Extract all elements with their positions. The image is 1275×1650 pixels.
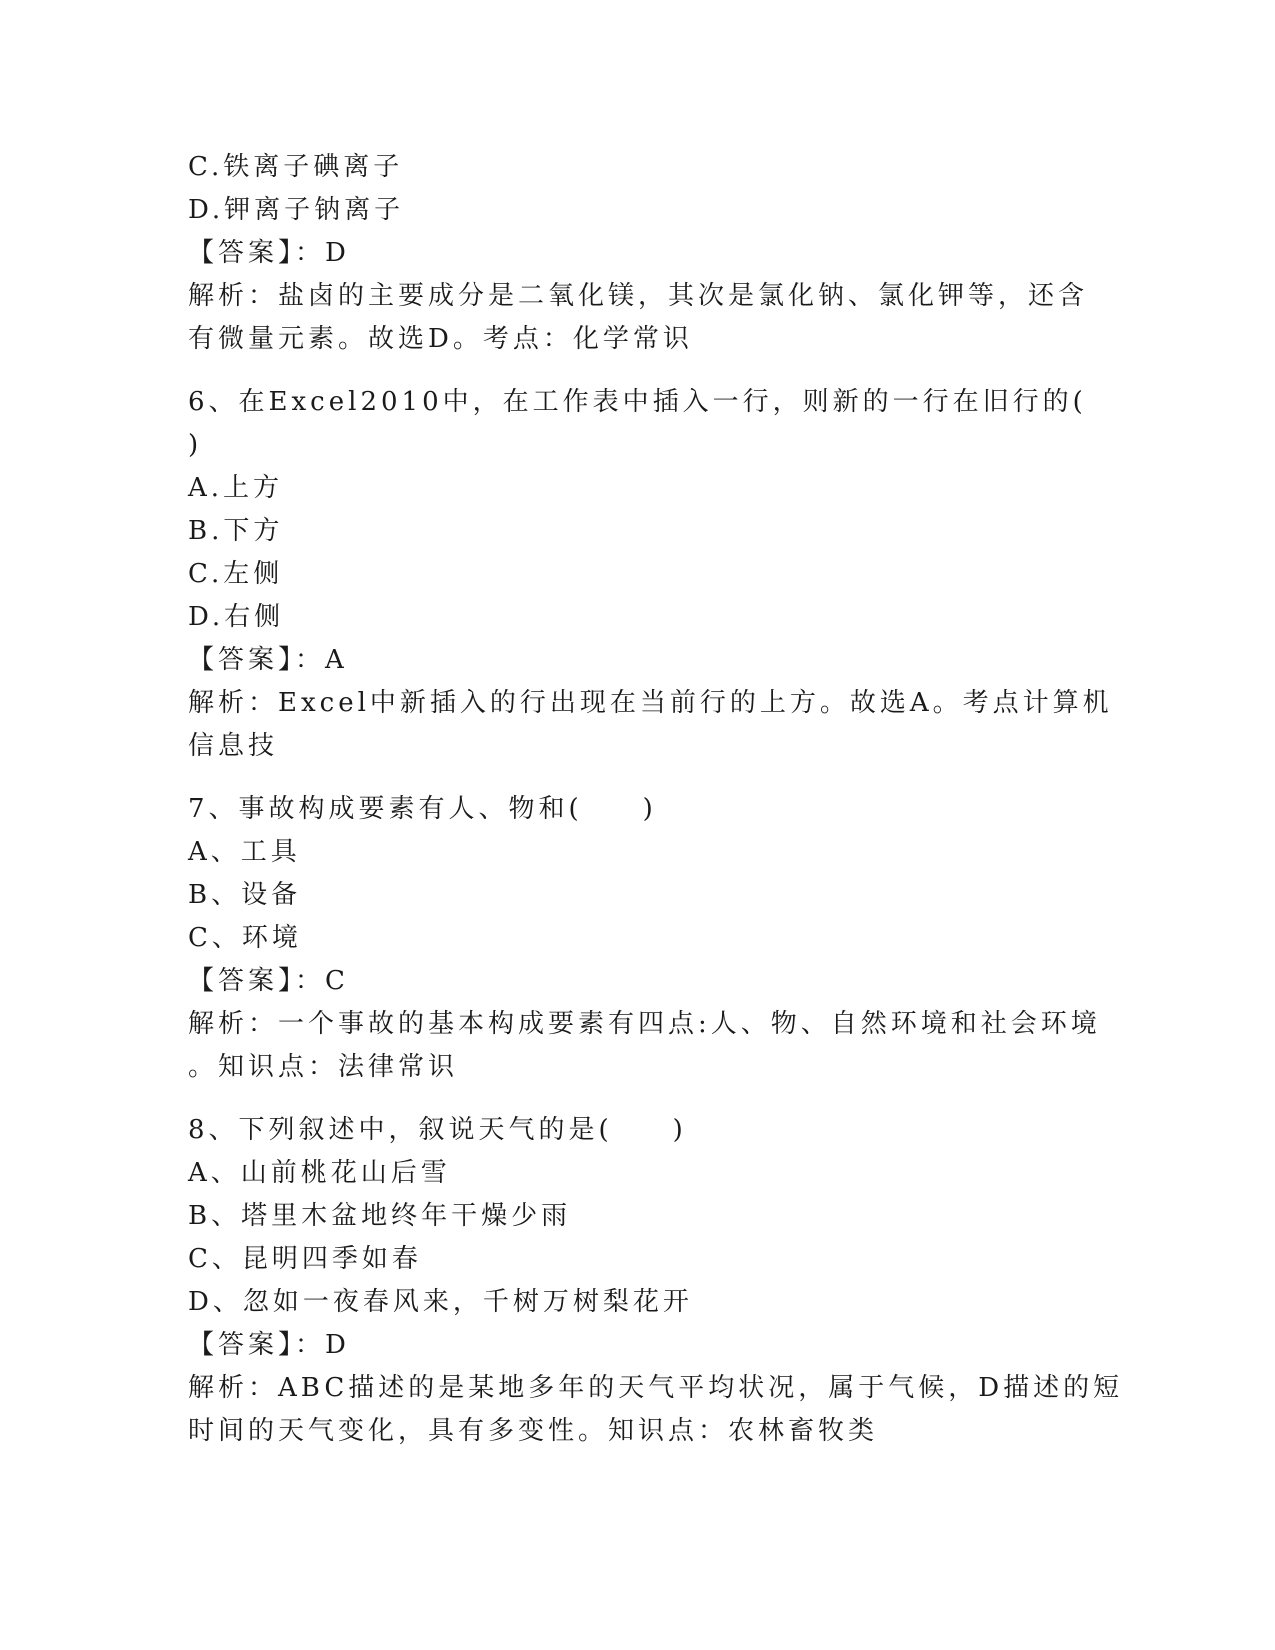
option-b: B、设备 [188,880,302,910]
option-d: D.钾离子钠离子 [188,195,405,225]
question-text-line-1: 6、在Excel2010中，在工作表中插入一行，则新的一行在旧行的( [188,387,1087,417]
option-b: B.下方 [188,516,284,546]
question-7 [188,788,1101,1089]
answer: 【答案】：C [188,966,349,996]
option-b: B、塔里木盆地终年干燥少雨 [188,1201,572,1231]
option-d: D、忽如一夜春风来，千树万树梨花开 [188,1287,693,1317]
answer: 【答案】：D [188,238,350,268]
question-6 [188,381,1113,768]
question-text-line-2: ) [188,430,203,460]
analysis-line-1: 解析：Excel中新插入的行出现在当前行的上方。故选A。考点计算机 [188,688,1113,718]
question-8 [188,1109,1124,1453]
analysis-line-2: 时间的天气变化，具有多变性。知识点：农林畜牧类 [188,1416,879,1446]
option-d: D.右侧 [188,602,285,632]
option-a: A、山前桃花山后雪 [188,1158,451,1188]
analysis-line-1: 解析：盐卤的主要成分是二氧化镁，其次是氯化钠、氯化钾等，还含 [188,281,1089,311]
option-a: A.上方 [188,473,284,503]
analysis-line-2: 信息技 [188,731,279,761]
exam-page [188,146,1124,1453]
analysis-line-1: 解析：一个事故的基本构成要素有四点:人、物、自然环境和社会环境 [188,1009,1101,1039]
question-text: 8、下列叙述中，叙说天气的是( ) [188,1115,687,1145]
question-5-tail [188,146,1088,361]
option-c: C、昆明四季如春 [188,1244,422,1274]
answer: 【答案】：A [188,645,348,675]
answer: 【答案】：D [188,1330,350,1360]
option-c: C.铁离子碘离子 [188,152,404,182]
analysis-line-1: 解析：ABC描述的是某地多年的天气平均状况，属于气候，D描述的短 [188,1373,1124,1403]
option-c: C、环境 [188,923,302,953]
analysis-line-2: 。知识点：法律常识 [188,1052,459,1082]
analysis-line-2: 有微量元素。故选D。考点：化学常识 [188,324,693,354]
option-a: A、工具 [188,837,301,867]
question-text: 7、事故构成要素有人、物和( ) [188,794,657,824]
option-c: C.左侧 [188,559,284,589]
